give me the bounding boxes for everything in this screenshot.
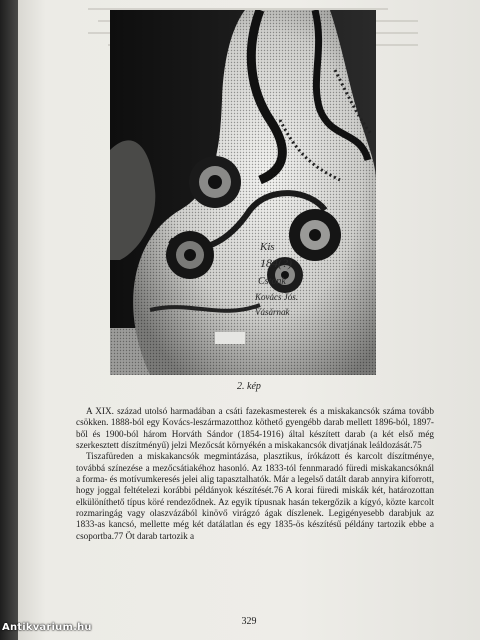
book-page [18, 0, 480, 640]
inscription-line: Vásárnak [255, 307, 290, 317]
page-number: 329 [241, 616, 257, 627]
jug-photograph [110, 10, 376, 375]
inscription-line: Kovács Jós. [255, 292, 298, 302]
rosette-right [289, 209, 341, 261]
inscription-line: Cstonk [258, 276, 286, 287]
inscription-line: 184(?) [260, 256, 292, 270]
jug-photo-image [110, 10, 376, 375]
paragraph: Tiszafüreden a miskakancsók megmintázása, plasztikus, írókázott és karcolt díszítménye, továbbá színezése a mezőcsátiakéhoz hasonló. Az 1833-tól fennmaradó füredi miskakancsóknál a forma- és motívumkeresés jelei alig tapasztalhatók. Már a legelső datált darab annyira kiforrott, hogy joggal feltételezi korábbi példányok készítését.76 A korai füredi miskák két, határozottan elkülöníthető típus köré rendeződnek. Az egyik típusnak hasán tekergőzik a kígyó, közte karcolt rozmaringág vagy olaszvázából kinövő virágzó ágak díszlenek. Legigényesebb darabjuk az 1833-as kancsó, mellette még két datálatlan és egy 1835-ös készítésű példány tartozik ebbe a csoportba.77 Öt darab tartozik a [76, 451, 434, 541]
inscription-line: Kis [260, 241, 275, 253]
rosette-top [189, 156, 241, 208]
body-text [76, 406, 434, 542]
paragraph: A XIX. század utolsó harmadában a csáti fazekasmesterek és a miskakancsók száma tovább csökken. 1888-ból egy Kovács-leszármazotthoz köthető gyengébb darab mellett 1896-ból, 1897-ből és 1900-ból három Horváth Sándor (1854-1916) által készített darab (a két első még szerkesztett díszítményű) jelzi Mezőcsát környékén a miskakancsók divatjának leáldozását.75 [76, 406, 434, 451]
watermark: Antikvarium.hu [2, 622, 92, 633]
figure-caption: 2. kép [237, 381, 261, 392]
rosette-left [166, 231, 214, 279]
book-gutter-shadow [0, 0, 18, 640]
